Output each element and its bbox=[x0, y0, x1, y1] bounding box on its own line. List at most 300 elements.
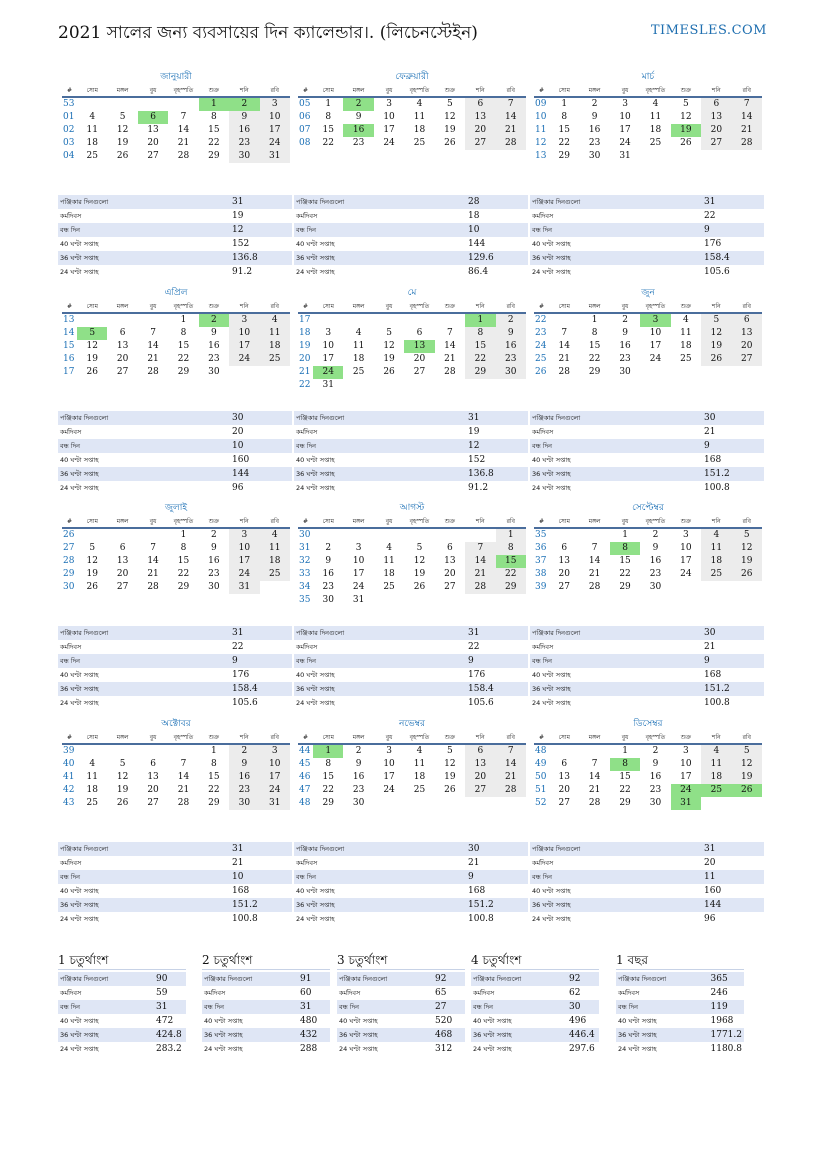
period-summary bbox=[471, 952, 599, 1056]
day-cell: 9 bbox=[652, 759, 659, 769]
weekday-header: সোম bbox=[549, 300, 579, 313]
day-cell: 5 bbox=[701, 313, 731, 327]
day-cell: 28 bbox=[444, 367, 456, 377]
day-cell: 7 bbox=[591, 759, 598, 769]
stat-value: 312 bbox=[435, 1044, 453, 1054]
stat-label: 24 ঘণ্টা সপ্তাহ bbox=[339, 1044, 378, 1053]
day-cell: 29 bbox=[208, 798, 220, 808]
day-cell bbox=[435, 379, 465, 392]
period-summary bbox=[202, 952, 330, 1056]
week-number: 50 bbox=[535, 772, 547, 782]
weekday-header: সোম bbox=[313, 731, 343, 744]
stat-label: 24 ঘণ্টা সপ্তাহ bbox=[296, 914, 335, 923]
day-cell bbox=[465, 594, 495, 607]
day-cell: 27 bbox=[465, 137, 495, 150]
day-cell: 10 bbox=[649, 328, 662, 338]
week-number: 30 bbox=[63, 582, 75, 592]
day-cell: 21 bbox=[732, 124, 762, 137]
stat-label: কর্মদিবস bbox=[532, 858, 554, 867]
week-number: 25 bbox=[535, 354, 547, 364]
month-stats bbox=[294, 842, 528, 926]
day-cell bbox=[313, 528, 343, 542]
day-cell: 2 bbox=[355, 746, 362, 756]
stat-label: কর্মদিবস bbox=[204, 988, 226, 997]
stat-value: 168 bbox=[468, 886, 486, 896]
day-cell: 10 bbox=[260, 758, 290, 771]
stat-value: 60 bbox=[300, 988, 312, 998]
day-cell: 17 bbox=[260, 771, 290, 784]
weekday-header: শুক্র bbox=[435, 300, 465, 313]
day-cell: 7 bbox=[150, 543, 156, 553]
weekday-header: শুক্র bbox=[435, 84, 465, 97]
weekday-header: শনি bbox=[701, 84, 731, 97]
day-cell: 25 bbox=[413, 138, 426, 148]
day-cell: 8 bbox=[211, 759, 217, 769]
weekday-header: বৃহস্পতি bbox=[168, 731, 198, 744]
brand-logo-text[interactable]: TIMESLES.COM bbox=[650, 23, 767, 38]
day-cell: 16 bbox=[588, 125, 601, 135]
day-cell: 10 bbox=[619, 112, 631, 122]
month-name: সেপ্টেম্বর bbox=[632, 503, 664, 513]
day-cell: 21 bbox=[177, 138, 190, 148]
week-number: 10 bbox=[535, 112, 547, 122]
day-cell: 1 bbox=[561, 99, 568, 109]
week-number-header: # bbox=[298, 515, 313, 528]
day-cell: 24 bbox=[229, 353, 259, 366]
stat-value: 176 bbox=[468, 670, 486, 680]
stat-value: 86.4 bbox=[468, 267, 489, 277]
day-cell: 21 bbox=[588, 785, 601, 795]
day-cell: 22 bbox=[177, 569, 190, 579]
day-cell: 17 bbox=[619, 125, 631, 135]
day-cell bbox=[374, 594, 404, 607]
day-cell: 7 bbox=[496, 744, 526, 758]
day-cell: 24 bbox=[649, 354, 662, 364]
day-cell: 30 bbox=[322, 595, 334, 605]
day-cell: 24 bbox=[229, 568, 259, 581]
stat-label: কর্মদিবস bbox=[60, 988, 82, 997]
day-cell: 7 bbox=[496, 97, 526, 111]
week-number: 20 bbox=[299, 354, 311, 364]
day-cell bbox=[374, 313, 404, 327]
day-cell: 5 bbox=[386, 328, 392, 338]
day-cell: 19 bbox=[116, 785, 129, 795]
day-cell: 28 bbox=[177, 151, 190, 161]
month-stats bbox=[58, 411, 292, 495]
stat-label: বন্ধ দিন bbox=[530, 654, 702, 668]
stat-value: 31 bbox=[298, 1000, 330, 1014]
day-cell: 27 bbox=[444, 582, 456, 592]
day-cell bbox=[107, 528, 137, 542]
day-cell: 20 bbox=[147, 785, 159, 795]
stat-value: 28 bbox=[466, 195, 528, 209]
stat-value: 496 bbox=[569, 1016, 587, 1026]
day-cell: 15 bbox=[322, 125, 334, 135]
stat-label: কর্মদিবস bbox=[618, 988, 640, 997]
day-cell: 21 bbox=[465, 568, 495, 581]
stat-value: 160 bbox=[704, 886, 722, 896]
weekday-header: সোম bbox=[313, 300, 343, 313]
stat-value: 96 bbox=[704, 914, 716, 924]
weekday-header: মঙ্গল bbox=[107, 84, 137, 97]
weekday-header: রবি bbox=[260, 84, 290, 97]
stat-value: 21 bbox=[704, 427, 716, 437]
stat-value: 91 bbox=[298, 972, 330, 986]
stat-label: বন্ধ দিন bbox=[616, 1000, 709, 1014]
day-cell: 4 bbox=[386, 543, 392, 553]
weekday-header: শনি bbox=[701, 731, 731, 744]
stat-value: 21 bbox=[704, 642, 716, 652]
weekday-header: রবি bbox=[732, 731, 762, 744]
month-stats bbox=[530, 626, 764, 710]
month-stats bbox=[530, 842, 764, 926]
weekday-header: সোম bbox=[549, 84, 579, 97]
day-cell: 12 bbox=[413, 556, 426, 566]
day-cell: 25 bbox=[352, 367, 365, 377]
holiday-day-cell: 24 bbox=[671, 784, 701, 797]
day-cell: 29 bbox=[619, 582, 631, 592]
week-number-header: # bbox=[62, 300, 77, 313]
stat-label: 40 ঘণ্টা সপ্তাহ bbox=[296, 239, 335, 248]
day-cell: 6 bbox=[465, 97, 495, 111]
month-calendar bbox=[62, 515, 290, 594]
month-block bbox=[62, 718, 290, 810]
day-cell bbox=[435, 594, 465, 607]
stat-label: 40 ঘণ্টা সপ্তাহ bbox=[60, 455, 99, 464]
day-cell: 12 bbox=[444, 759, 456, 769]
period-title: 1 বছর bbox=[616, 952, 744, 970]
stat-label: বন্ধ দিন bbox=[471, 1000, 567, 1014]
day-cell: 25 bbox=[86, 151, 98, 161]
week-number: 44 bbox=[299, 746, 311, 756]
stat-label: বন্ধ দিন bbox=[530, 223, 702, 237]
day-cell: 22 bbox=[322, 138, 334, 148]
stat-value: 22 bbox=[704, 211, 716, 221]
stat-label: পঞ্জিকার দিনগুলো bbox=[58, 411, 230, 425]
stat-label: পঞ্জিকার দিনগুলো bbox=[530, 195, 702, 209]
day-cell: 14 bbox=[147, 341, 159, 351]
weekday-header: সোম bbox=[549, 515, 579, 528]
day-cell: 18 bbox=[413, 125, 426, 135]
week-number: 13 bbox=[535, 151, 547, 161]
weekday-header: বৃহস্পতি bbox=[404, 515, 434, 528]
day-cell: 3 bbox=[386, 746, 392, 756]
holiday-day-cell: 2 bbox=[229, 97, 259, 111]
month-name: জুলাই bbox=[164, 503, 188, 513]
month-stats bbox=[58, 842, 292, 926]
stat-label: বন্ধ দিন bbox=[294, 654, 466, 668]
day-cell: 14 bbox=[177, 125, 190, 135]
day-cell: 9 bbox=[622, 328, 628, 338]
day-cell: 4 bbox=[89, 112, 96, 122]
week-number: 17 bbox=[63, 367, 75, 377]
day-cell: 17 bbox=[352, 569, 365, 579]
week-number: 09 bbox=[535, 99, 547, 109]
week-number: 28 bbox=[63, 556, 75, 566]
day-cell: 4 bbox=[89, 759, 96, 769]
weekday-header: বৃহস্পতি bbox=[404, 731, 434, 744]
day-cell: 2 bbox=[652, 746, 659, 756]
day-cell: 26 bbox=[116, 151, 129, 161]
week-number-header: # bbox=[534, 515, 549, 528]
day-cell bbox=[343, 379, 373, 392]
day-cell: 4 bbox=[701, 744, 731, 758]
holiday-day-cell: 13 bbox=[404, 340, 434, 353]
stat-label: 36 ঘণ্টা সপ্তাহ bbox=[530, 467, 702, 481]
weekday-header: বুধ bbox=[610, 515, 640, 528]
stat-value: 9 bbox=[466, 870, 528, 884]
stat-value: 12 bbox=[230, 223, 292, 237]
weekday-header: সোম bbox=[77, 300, 107, 313]
day-cell: 30 bbox=[229, 150, 259, 163]
stat-value: 27 bbox=[433, 1000, 465, 1014]
day-cell: 9 bbox=[229, 758, 259, 771]
day-cell bbox=[313, 313, 343, 327]
day-cell: 4 bbox=[416, 99, 423, 109]
week-number: 16 bbox=[63, 354, 75, 364]
week-number: 39 bbox=[63, 746, 75, 756]
week-number: 35 bbox=[299, 595, 311, 605]
stat-value: 31 bbox=[154, 1000, 186, 1014]
day-cell: 15 bbox=[619, 556, 631, 566]
stat-label: 24 ঘণ্টা সপ্তাহ bbox=[296, 698, 335, 707]
day-cell: 25 bbox=[680, 354, 692, 364]
stat-value: 468 bbox=[433, 1028, 465, 1042]
stat-value: 520 bbox=[435, 1016, 453, 1026]
day-cell: 19 bbox=[701, 340, 731, 353]
stat-label: বন্ধ দিন bbox=[294, 439, 466, 453]
stat-label: পঞ্জিকার দিনগুলো bbox=[58, 842, 230, 856]
day-cell: 10 bbox=[322, 341, 334, 351]
day-cell: 3 bbox=[260, 744, 290, 758]
week-number: 39 bbox=[535, 582, 547, 592]
day-cell: 22 bbox=[322, 785, 334, 795]
day-cell: 24 bbox=[383, 785, 395, 795]
day-cell: 16 bbox=[322, 569, 334, 579]
stat-label: 36 ঘণ্টা সপ্তাহ bbox=[58, 251, 230, 265]
day-cell: 18 bbox=[352, 354, 365, 364]
period-title: 1 চতুর্থাংশ bbox=[58, 952, 186, 970]
week-number-header: # bbox=[298, 84, 313, 97]
day-cell: 24 bbox=[352, 582, 365, 592]
stat-label: বন্ধ দিন bbox=[530, 439, 702, 453]
day-cell: 2 bbox=[211, 530, 217, 540]
month-name: নভেম্বর bbox=[399, 719, 425, 729]
day-cell: 18 bbox=[260, 555, 290, 568]
day-cell: 4 bbox=[652, 99, 659, 109]
day-cell: 3 bbox=[683, 530, 689, 540]
stat-label: 36 ঘণ্টা সপ্তাহ bbox=[616, 1028, 709, 1042]
stat-label: 24 ঘণ্টা সপ্তাহ bbox=[60, 698, 99, 707]
day-cell: 25 bbox=[260, 353, 290, 366]
day-cell: 13 bbox=[465, 758, 495, 771]
weekday-header: বৃহস্পতি bbox=[168, 84, 198, 97]
stat-value: 92 bbox=[433, 972, 465, 986]
weekday-header: শুক্র bbox=[671, 84, 701, 97]
week-number: 49 bbox=[535, 759, 547, 769]
day-cell: 12 bbox=[116, 772, 129, 782]
day-cell bbox=[435, 797, 465, 810]
month-stats bbox=[530, 411, 764, 495]
holiday-day-cell: 24 bbox=[313, 366, 343, 379]
day-cell: 19 bbox=[444, 772, 456, 782]
stat-label: 40 ঘণ্টা সপ্তাহ bbox=[296, 670, 335, 679]
month-block bbox=[298, 287, 526, 392]
week-number: 14 bbox=[63, 328, 75, 338]
day-cell: 10 bbox=[352, 556, 365, 566]
stat-label: বন্ধ দিন bbox=[530, 870, 702, 884]
day-cell: 14 bbox=[444, 341, 456, 351]
day-cell: 29 bbox=[496, 581, 526, 594]
stat-value: 151.2 bbox=[466, 898, 528, 912]
stat-value: 158.4 bbox=[466, 682, 528, 696]
week-number: 19 bbox=[299, 341, 311, 351]
day-cell: 22 bbox=[496, 568, 526, 581]
day-cell: 6 bbox=[119, 543, 126, 553]
day-cell: 17 bbox=[383, 125, 395, 135]
week-number: 41 bbox=[63, 772, 75, 782]
stat-value: 136.8 bbox=[230, 251, 292, 265]
day-cell bbox=[229, 366, 259, 379]
day-cell: 13 bbox=[147, 772, 159, 782]
day-cell: 31 bbox=[352, 595, 365, 605]
week-number: 33 bbox=[299, 569, 311, 579]
period-title: 3 চতুর্থাংশ bbox=[337, 952, 465, 970]
weekday-header: বুধ bbox=[138, 84, 168, 97]
week-number-header: # bbox=[298, 300, 313, 313]
day-cell bbox=[374, 528, 404, 542]
stat-value: 31 bbox=[466, 411, 528, 425]
week-number: 46 bbox=[299, 772, 311, 782]
stat-label: পঞ্জিকার দিনগুলো bbox=[294, 626, 466, 640]
stat-value: 31 bbox=[702, 195, 764, 209]
day-cell: 9 bbox=[229, 111, 259, 124]
stat-value: 20 bbox=[232, 427, 244, 437]
day-cell: 8 bbox=[496, 542, 526, 555]
month-block bbox=[62, 287, 290, 379]
day-cell: 17 bbox=[229, 340, 259, 353]
day-cell: 19 bbox=[732, 555, 762, 568]
stat-label: পঞ্জিকার দিনগুলো bbox=[337, 972, 433, 986]
day-cell: 30 bbox=[229, 797, 259, 810]
day-cell: 4 bbox=[416, 746, 423, 756]
day-cell: 11 bbox=[86, 125, 98, 135]
stat-label: 40 ঘণ্টা সপ্তাহ bbox=[60, 670, 99, 679]
day-cell bbox=[435, 528, 465, 542]
day-cell: 30 bbox=[208, 582, 220, 592]
day-cell: 26 bbox=[86, 582, 98, 592]
day-cell: 4 bbox=[355, 328, 362, 338]
day-cell: 26 bbox=[383, 367, 395, 377]
day-cell: 17 bbox=[229, 555, 259, 568]
day-cell: 19 bbox=[116, 138, 129, 148]
day-cell: 15 bbox=[619, 772, 631, 782]
weekday-header: রবি bbox=[260, 515, 290, 528]
stat-value: 105.6 bbox=[232, 698, 258, 708]
weekday-header: বৃহস্পতি bbox=[168, 515, 198, 528]
day-cell bbox=[168, 97, 198, 111]
stat-value: 91.2 bbox=[232, 267, 253, 277]
week-number: 26 bbox=[63, 530, 75, 540]
weekday-header: শুক্র bbox=[199, 731, 229, 744]
day-cell: 31 bbox=[260, 797, 290, 810]
month-block bbox=[298, 71, 526, 150]
stat-value: 288 bbox=[300, 1044, 318, 1054]
day-cell: 2 bbox=[652, 530, 659, 540]
weekday-header: রবি bbox=[260, 731, 290, 744]
stat-label: কর্মদিবস bbox=[473, 988, 495, 997]
stat-label: 24 ঘণ্টা সপ্তাহ bbox=[532, 483, 571, 492]
day-cell: 25 bbox=[701, 568, 731, 581]
day-cell: 15 bbox=[588, 341, 601, 351]
weekday-header: বৃহস্পতি bbox=[168, 300, 198, 313]
period-title: 4 চতুর্থাংশ bbox=[471, 952, 599, 970]
day-cell: 20 bbox=[147, 138, 159, 148]
day-cell: 5 bbox=[119, 112, 126, 122]
day-cell: 18 bbox=[86, 138, 98, 148]
day-cell bbox=[260, 581, 290, 594]
day-cell: 13 bbox=[444, 556, 456, 566]
stat-label: বন্ধ দিন bbox=[58, 439, 230, 453]
stat-label: 36 ঘণ্টা সপ্তাহ bbox=[471, 1028, 567, 1042]
week-number: 32 bbox=[299, 556, 311, 566]
month-name: জুন bbox=[641, 288, 655, 298]
day-cell: 16 bbox=[229, 124, 259, 137]
stat-value: 151.2 bbox=[702, 467, 764, 481]
month-block bbox=[62, 71, 290, 163]
stat-value: 168 bbox=[704, 670, 722, 680]
day-cell: 28 bbox=[465, 581, 495, 594]
day-cell: 28 bbox=[732, 137, 762, 150]
day-cell: 15 bbox=[208, 125, 220, 135]
stat-label: 36 ঘণ্টা সপ্তাহ bbox=[530, 898, 702, 912]
day-cell: 20 bbox=[558, 569, 570, 579]
day-cell: 12 bbox=[732, 758, 762, 771]
week-number: 03 bbox=[63, 138, 75, 148]
stat-label: কর্মদিবস bbox=[532, 211, 554, 220]
stat-value: 19 bbox=[232, 211, 244, 221]
day-cell bbox=[732, 797, 762, 810]
week-number: 53 bbox=[63, 99, 75, 109]
week-number: 43 bbox=[63, 798, 75, 808]
stat-label: পঞ্জিকার দিনগুলো bbox=[58, 972, 154, 986]
week-number-header: # bbox=[298, 731, 313, 744]
day-cell: 26 bbox=[732, 568, 762, 581]
day-cell: 17 bbox=[322, 354, 334, 364]
day-cell: 2 bbox=[229, 744, 259, 758]
day-cell: 23 bbox=[352, 785, 365, 795]
day-cell: 11 bbox=[701, 758, 731, 771]
stat-label: 24 ঘণ্টা সপ্তাহ bbox=[60, 267, 99, 276]
day-cell: 10 bbox=[680, 543, 692, 553]
day-cell: 22 bbox=[588, 354, 601, 364]
stat-value: 62 bbox=[569, 988, 581, 998]
stat-value: 11 bbox=[702, 870, 764, 884]
month-name: অক্টোবর bbox=[161, 719, 191, 729]
day-cell: 6 bbox=[701, 97, 731, 111]
stat-label: কর্মদিবস bbox=[296, 642, 318, 651]
month-calendar bbox=[62, 731, 290, 810]
day-cell: 21 bbox=[147, 569, 159, 579]
stat-value: 105.6 bbox=[704, 267, 730, 277]
holiday-day-cell: 2 bbox=[343, 97, 373, 111]
day-cell bbox=[732, 581, 762, 594]
weekday-header: শনি bbox=[465, 731, 495, 744]
day-cell bbox=[671, 150, 701, 163]
day-cell: 20 bbox=[465, 124, 495, 137]
day-cell: 20 bbox=[465, 771, 495, 784]
week-number: 52 bbox=[535, 798, 547, 808]
